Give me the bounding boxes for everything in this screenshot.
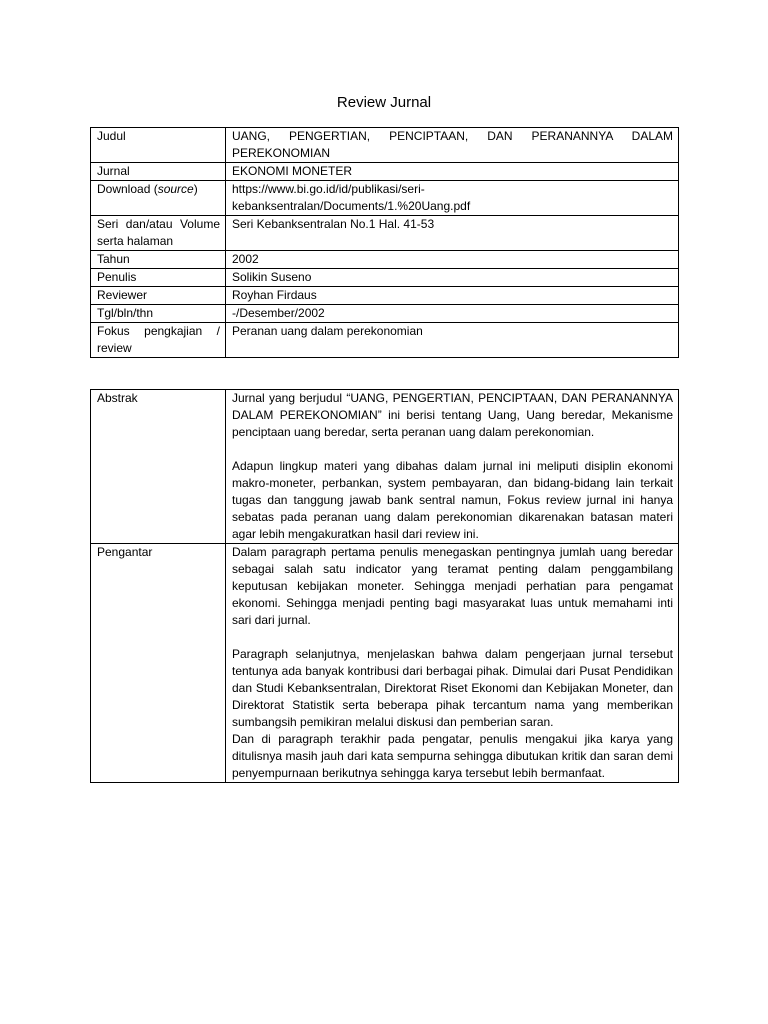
reviewer-label: Reviewer (91, 287, 226, 305)
table-row-seri (91, 216, 679, 251)
judul-value: UANG, PENGERTIAN, PENCIPTAAN, DAN PERANANNYA DALAM PEREKONOMIAN (226, 128, 679, 163)
page-title: Review Jurnal (336, 94, 432, 111)
download-url-line-1: https://www.bi.go.id/id/publikasi/seri- (232, 182, 425, 196)
abstrak-content (226, 390, 679, 544)
reviewer-value: Royhan Firdaus (226, 287, 679, 305)
fokus-label: Fokus pengkajian / review (91, 323, 226, 358)
table-row-jurnal (91, 163, 679, 181)
seri-label: Seri dan/atau Volume serta halaman (91, 216, 226, 251)
abstrak-label: Abstrak (91, 390, 226, 544)
paragraph-spacer (232, 629, 673, 646)
download-label-source: source (157, 182, 194, 196)
download-label-suffix: ) (193, 182, 198, 196)
tahun-value: 2002 (226, 251, 679, 269)
abstrak-paragraph-1: Jurnal yang berjudul “UANG, PENGERTIAN, PENCIPTAAN, DAN PERANANNYA DALAM PEREKONOMIAN” ini berisi tentang Uang, Uang beredar, Mekanisme penciptaan uang beredar, serta peranan uang dalam perekonomian. (232, 391, 673, 439)
pengantar-paragraph-2: Paragraph selanjutnya, menjelaskan bahwa dalam pengerjaan jurnal tersebut tentunya ada banyak kontribusi dari berbagai pihak. Dimulai dari Pusat Pendidikan dan Studi Kebanksentralan, Direktorat Riset Ekonomi dan Kebijakan Moneter, dan Direktorat Statistik serta beberapa pihak tercantum nama yang memberikan sumbangsih pemikiran melalui diskusi dan pemberian saran. (232, 647, 673, 729)
penulis-label: Penulis (91, 269, 226, 287)
pengantar-paragraph-1: Dalam paragraph pertama penulis menegaskan pentingnya jumlah uang beredar sebagai salah satu indicator yang teramat penting dalam penggambilang keputusan kebijakan moneter. Sehingga menjadi perhatian para pengamat ekonomi. Sehingga menjadi penting bagi masyarakat luas untuk memahami inti sari dari jurnal. (232, 545, 673, 627)
download-value (226, 181, 679, 216)
fokus-value: Peranan uang dalam perekonomian (226, 323, 679, 358)
pengantar-label: Pengantar (91, 544, 226, 783)
jurnal-label: Jurnal (91, 163, 226, 181)
penulis-value: Solikin Suseno (226, 269, 679, 287)
table-row-penulis (91, 269, 679, 287)
download-url-line-2: kebanksentralan/Documents/1.%20Uang.pdf (232, 199, 471, 213)
pengantar-paragraph-3: Dan di paragraph terakhir pada pengatar, penulis mengakui jika karya yang ditulisnya masih jauh dari kata sempurna sehingga dibutukan kritik dan saran demi penyempurnaan berikutnya sehingga karya tersebut lebih bermanfaat. (232, 732, 673, 780)
tgl-label: Tgl/bln/thn (91, 305, 226, 323)
table-row-download (91, 181, 679, 216)
paragraph-spacer (232, 441, 673, 458)
journal-metadata-table (90, 127, 679, 358)
download-label (91, 181, 226, 216)
tgl-value: -/Desember/2002 (226, 305, 679, 323)
table-row-judul (91, 128, 679, 163)
pengantar-content (226, 544, 679, 783)
judul-label: Judul (91, 128, 226, 163)
table-row-pengantar (91, 544, 679, 783)
table-row-tgl (91, 305, 679, 323)
download-label-prefix: Download ( (97, 182, 158, 196)
table-row-reviewer (91, 287, 679, 305)
seri-value: Seri Kebanksentralan No.1 Hal. 41-53 (226, 216, 679, 251)
table-row-fokus (91, 323, 679, 358)
table-row-abstrak (91, 390, 679, 544)
table-row-tahun (91, 251, 679, 269)
abstrak-paragraph-2: Adapun lingkup materi yang dibahas dalam jurnal ini meliputi disiplin ekonomi makro-moneter, perbankan, system pembayaran, dan bidang-bidang lain terkait tugas dan tanggung jawab bank sentral namun, Fokus review jurnal ini hanya sebatas pada peranan uang dalam perekonomian dikarenakan batasan materi agar lebih mengakuratkan hasil dari review ini. (232, 459, 673, 541)
journal-review-table (90, 389, 679, 783)
jurnal-value: EKONOMI MONETER (226, 163, 679, 181)
tahun-label: Tahun (91, 251, 226, 269)
